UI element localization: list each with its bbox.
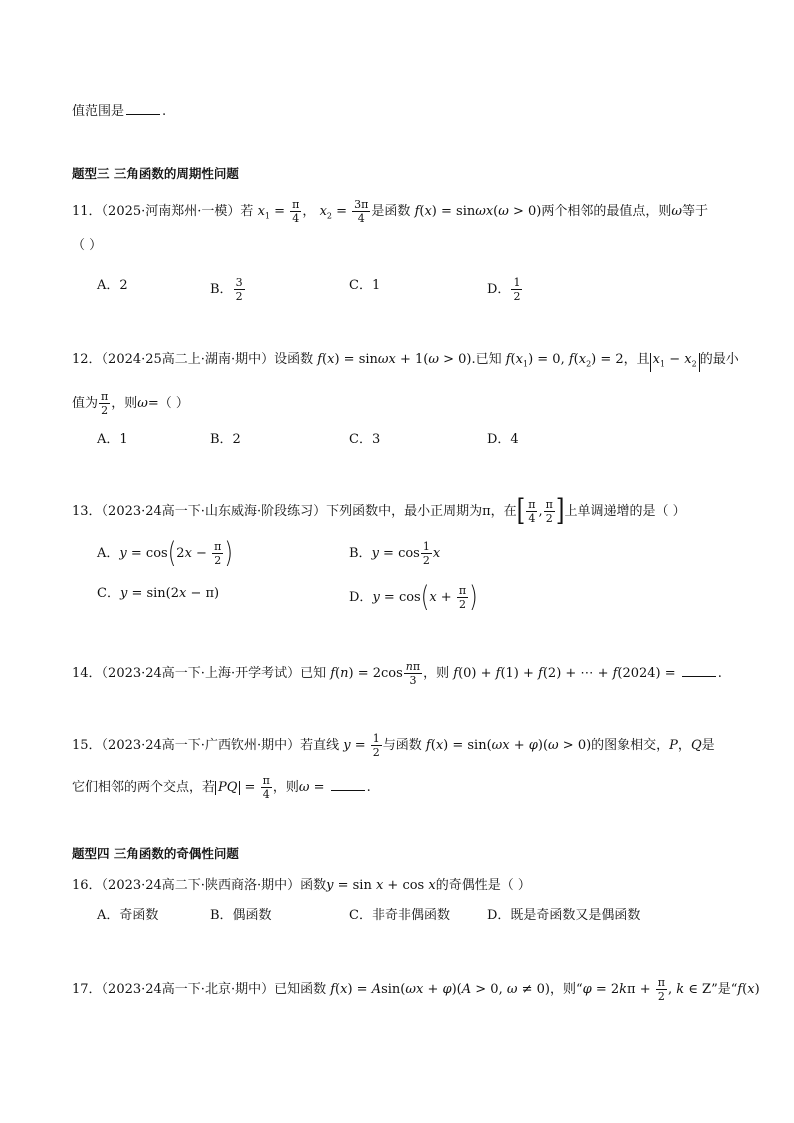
question-14: 14．（2023·24高一下·上海·开学考试）已知 f(n) = 2cos $\frac{n\pi}{3}$ ，则 f(0) + f(1) + f(2) + ⋯ + f(2024) = .	[72, 660, 722, 687]
question-12-line2: 值为 $\frac{\pi}{2}$ ，则ω=（ ）	[72, 390, 189, 417]
q11-option-c: C．1	[349, 278, 381, 293]
q12-option-a: A．1	[97, 432, 128, 447]
q16-option-b: B．偶函数	[210, 908, 272, 923]
q16-option-c: C．非奇非偶函数	[349, 908, 450, 923]
q11-option-b: B． $\frac{3}{2}$	[210, 276, 243, 303]
q11-option-a: A．2	[97, 278, 128, 293]
question-11: 11．（2025·河南郑州·一模）若 $x_1$ = $\frac{\pi}{4}$ ， $x_2$ = $\frac{3\pi}{4}$ 是函数 f(x) = sinωx(ω > 0)两个相邻的最值点，则ω等于	[72, 198, 708, 225]
q12-option-c: C．3	[349, 432, 381, 447]
q13-option-a: A．y = cos(2x − $\frac{\pi}{2}$ )	[97, 536, 233, 570]
answer-blank	[682, 664, 716, 677]
q12-option-d: D．4	[487, 432, 519, 447]
question-15-line2: 它们相邻的两个交点，若 PQ = $\frac{\pi}{4}$ ，则ω = .	[72, 774, 371, 801]
q13-option-c: C．y = sin(2x − π)	[97, 586, 220, 601]
section-heading-3: 题型三 三角函数的周期性问题	[72, 166, 239, 181]
q13-option-d: D．y = cos(x + $\frac{\pi}{2}$ )	[349, 580, 478, 614]
q16-option-a: A．奇函数	[97, 908, 159, 923]
answer-blank	[331, 778, 365, 791]
question-13: 13．（2023·24高一下·山东威海·阶段练习）下列函数中，最小正周期为π，在[ $\frac{\pi}{4}$ , $\frac{\pi}{2}$ ]上单调递增的是（ ）	[72, 493, 686, 528]
q16-option-d: D．既是奇函数又是偶函数	[487, 908, 641, 923]
section-heading-4: 题型四 三角函数的奇偶性问题	[72, 846, 239, 861]
question-17: 17．（2023·24高一下·北京·期中）已知函数 f(x) = Asin(ωx + φ)(A > 0, ω ≠ 0)，则“φ = 2kπ + $\frac{\pi}{2}$ , k ∈ Z”是“f(x)	[72, 976, 760, 1003]
question-16: 16．（2023·24高二下·陕西商洛·期中）函数y = sin x + cos x的奇偶性是（ ）	[72, 878, 531, 893]
intro-line: 值范围是 .	[72, 104, 167, 119]
question-15: 15．（2023·24高一下·广西钦州·期中）若直线 y = $\frac{1}{2}$ 与函数 f(x) = sin(ωx + φ)(ω > 0)的图象相交，P，Q是	[72, 732, 715, 759]
question-12: 12．（2024·25高二上·湖南·期中）设函数 f(x) = sinωx + 1(ω > 0).已知 $f(x_1) = 0$, $f(x_2) = 2$，且 $x_1 - x_2$ 的最小	[72, 350, 739, 375]
q12-option-b: B．2	[210, 432, 241, 447]
q13-option-b: B．y = cos $\frac{1}{2}$ x	[349, 540, 441, 567]
answer-blank	[126, 102, 160, 115]
q11-option-d: D． $\frac{1}{2}$	[487, 276, 521, 303]
question-11-paren: （ ）	[72, 238, 103, 253]
